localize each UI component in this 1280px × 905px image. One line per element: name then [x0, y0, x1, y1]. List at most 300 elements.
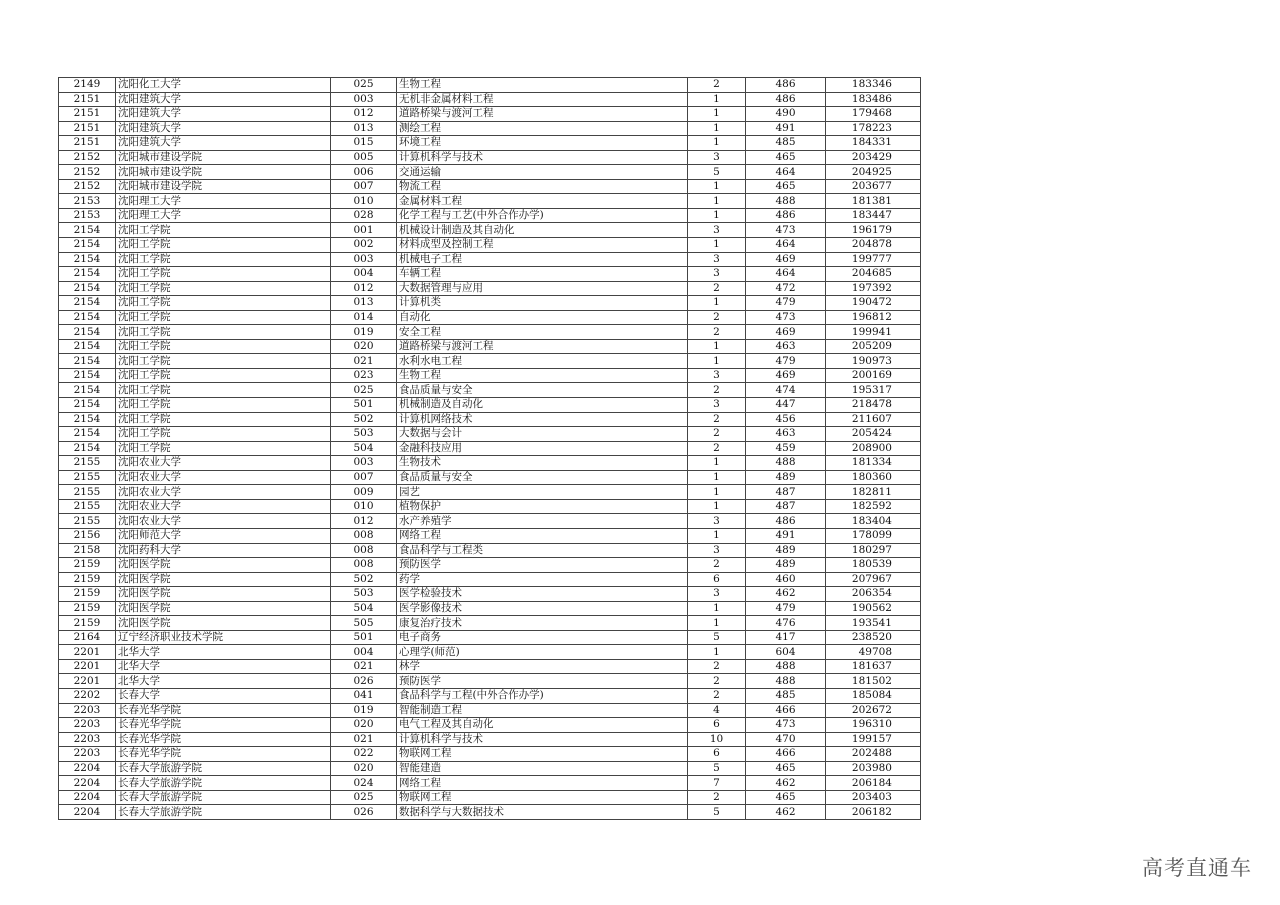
table-row [59, 601, 921, 616]
school-name-cell: 沈阳城市建设学院 [116, 179, 331, 194]
school-name-cell: 北华大学 [116, 659, 331, 674]
table-row [59, 587, 921, 602]
major-code-cell: 004 [331, 267, 397, 282]
plan-count-cell: 1 [688, 92, 746, 107]
school-code-cell: 2203 [59, 732, 116, 747]
min-score-cell: 472 [746, 281, 826, 296]
major-name-cell: 机械设计制造及其自动化 [397, 223, 688, 238]
major-name-cell: 车辆工程 [397, 267, 688, 282]
school-code-cell: 2154 [59, 339, 116, 354]
min-rank-cell: 203677 [826, 179, 921, 194]
table-row [59, 456, 921, 471]
major-code-cell: 010 [331, 194, 397, 209]
table-row [59, 805, 921, 820]
school-name-cell: 沈阳医学院 [116, 558, 331, 573]
plan-count-cell: 5 [688, 165, 746, 180]
min-rank-cell: 203403 [826, 790, 921, 805]
plan-count-cell: 3 [688, 368, 746, 383]
min-rank-cell: 183486 [826, 92, 921, 107]
school-name-cell: 长春大学 [116, 688, 331, 703]
min-rank-cell: 202672 [826, 703, 921, 718]
plan-count-cell: 1 [688, 121, 746, 136]
major-name-cell: 水产养殖学 [397, 514, 688, 529]
school-name-cell: 沈阳工学院 [116, 354, 331, 369]
plan-count-cell: 1 [688, 470, 746, 485]
major-name-cell: 智能制造工程 [397, 703, 688, 718]
major-code-cell: 008 [331, 543, 397, 558]
school-code-cell: 2203 [59, 747, 116, 762]
major-code-cell: 024 [331, 776, 397, 791]
major-code-cell: 501 [331, 398, 397, 413]
plan-count-cell: 2 [688, 558, 746, 573]
major-name-cell: 交通运输 [397, 165, 688, 180]
plan-count-cell: 3 [688, 514, 746, 529]
major-name-cell: 食品质量与安全 [397, 470, 688, 485]
table-row [59, 718, 921, 733]
plan-count-cell: 5 [688, 805, 746, 820]
min-rank-cell: 190472 [826, 296, 921, 311]
school-name-cell: 沈阳医学院 [116, 587, 331, 602]
major-name-cell: 药学 [397, 572, 688, 587]
school-code-cell: 2159 [59, 572, 116, 587]
plan-count-cell: 5 [688, 630, 746, 645]
major-name-cell: 机械电子工程 [397, 252, 688, 267]
major-code-cell: 021 [331, 354, 397, 369]
school-name-cell: 沈阳建筑大学 [116, 92, 331, 107]
major-code-cell: 026 [331, 674, 397, 689]
school-code-cell: 2155 [59, 470, 116, 485]
school-name-cell: 沈阳农业大学 [116, 470, 331, 485]
min-rank-cell: 238520 [826, 630, 921, 645]
major-code-cell: 006 [331, 165, 397, 180]
min-score-cell: 470 [746, 732, 826, 747]
min-score-cell: 469 [746, 368, 826, 383]
major-name-cell: 网络工程 [397, 528, 688, 543]
major-code-cell: 003 [331, 456, 397, 471]
major-code-cell: 013 [331, 121, 397, 136]
school-name-cell: 沈阳工学院 [116, 441, 331, 456]
plan-count-cell: 3 [688, 398, 746, 413]
major-code-cell: 020 [331, 718, 397, 733]
min-rank-cell: 190562 [826, 601, 921, 616]
school-name-cell: 沈阳理工大学 [116, 194, 331, 209]
plan-count-cell: 3 [688, 587, 746, 602]
major-code-cell: 026 [331, 805, 397, 820]
plan-count-cell: 3 [688, 223, 746, 238]
major-name-cell: 心理学(师范) [397, 645, 688, 660]
major-name-cell: 康复治疗技术 [397, 616, 688, 631]
major-name-cell: 计算机类 [397, 296, 688, 311]
major-name-cell: 园艺 [397, 485, 688, 500]
major-name-cell: 机械制造及自动化 [397, 398, 688, 413]
min-rank-cell: 203980 [826, 761, 921, 776]
school-code-cell: 2155 [59, 456, 116, 471]
table-row [59, 179, 921, 194]
min-rank-cell: 196310 [826, 718, 921, 733]
table-row [59, 281, 921, 296]
major-name-cell: 材料成型及控制工程 [397, 238, 688, 253]
school-code-cell: 2155 [59, 499, 116, 514]
table-row [59, 441, 921, 456]
school-code-cell: 2164 [59, 630, 116, 645]
min-rank-cell: 179468 [826, 107, 921, 122]
min-score-cell: 487 [746, 499, 826, 514]
school-name-cell: 沈阳工学院 [116, 398, 331, 413]
admission-table [58, 77, 921, 820]
school-name-cell: 沈阳医学院 [116, 601, 331, 616]
major-code-cell: 009 [331, 485, 397, 500]
school-name-cell: 沈阳工学院 [116, 296, 331, 311]
min-rank-cell: 49708 [826, 645, 921, 660]
school-code-cell: 2201 [59, 659, 116, 674]
min-rank-cell: 181334 [826, 456, 921, 471]
table-row [59, 92, 921, 107]
major-code-cell: 008 [331, 528, 397, 543]
table-row [59, 485, 921, 500]
table-row [59, 121, 921, 136]
major-code-cell: 010 [331, 499, 397, 514]
min-rank-cell: 180360 [826, 470, 921, 485]
major-name-cell: 道路桥梁与渡河工程 [397, 107, 688, 122]
min-score-cell: 491 [746, 528, 826, 543]
min-score-cell: 488 [746, 659, 826, 674]
school-name-cell: 沈阳农业大学 [116, 499, 331, 514]
school-code-cell: 2203 [59, 718, 116, 733]
school-name-cell: 长春大学旅游学院 [116, 776, 331, 791]
school-name-cell: 沈阳工学院 [116, 223, 331, 238]
major-name-cell: 自动化 [397, 310, 688, 325]
plan-count-cell: 1 [688, 136, 746, 151]
min-rank-cell: 180297 [826, 543, 921, 558]
school-name-cell: 沈阳工学院 [116, 427, 331, 442]
major-code-cell: 012 [331, 514, 397, 529]
major-name-cell: 环境工程 [397, 136, 688, 151]
major-name-cell: 物流工程 [397, 179, 688, 194]
plan-count-cell: 3 [688, 543, 746, 558]
major-code-cell: 005 [331, 150, 397, 165]
table-row [59, 223, 921, 238]
table-row [59, 776, 921, 791]
major-code-cell: 502 [331, 412, 397, 427]
school-name-cell: 辽宁经济职业技术学院 [116, 630, 331, 645]
plan-count-cell: 2 [688, 325, 746, 340]
school-name-cell: 沈阳工学院 [116, 267, 331, 282]
table-row [59, 398, 921, 413]
min-score-cell: 479 [746, 601, 826, 616]
major-name-cell: 植物保护 [397, 499, 688, 514]
school-code-cell: 2154 [59, 354, 116, 369]
table-row [59, 688, 921, 703]
major-code-cell: 025 [331, 790, 397, 805]
school-name-cell: 长春大学旅游学院 [116, 790, 331, 805]
min-rank-cell: 199157 [826, 732, 921, 747]
plan-count-cell: 1 [688, 107, 746, 122]
min-score-cell: 486 [746, 514, 826, 529]
school-name-cell: 沈阳建筑大学 [116, 136, 331, 151]
min-score-cell: 479 [746, 296, 826, 311]
table-row [59, 310, 921, 325]
plan-count-cell: 1 [688, 456, 746, 471]
table-row [59, 383, 921, 398]
plan-count-cell: 7 [688, 776, 746, 791]
table-row [59, 194, 921, 209]
major-name-cell: 金融科技应用 [397, 441, 688, 456]
plan-count-cell: 1 [688, 238, 746, 253]
major-code-cell: 004 [331, 645, 397, 660]
min-score-cell: 486 [746, 92, 826, 107]
school-name-cell: 长春光华学院 [116, 703, 331, 718]
major-name-cell: 化学工程与工艺(中外合作办学) [397, 208, 688, 223]
major-code-cell: 504 [331, 441, 397, 456]
table-row [59, 136, 921, 151]
school-code-cell: 2154 [59, 398, 116, 413]
school-name-cell: 沈阳城市建设学院 [116, 150, 331, 165]
school-name-cell: 长春大学旅游学院 [116, 805, 331, 820]
major-name-cell: 金属材料工程 [397, 194, 688, 209]
plan-count-cell: 2 [688, 281, 746, 296]
school-code-cell: 2154 [59, 383, 116, 398]
min-score-cell: 486 [746, 208, 826, 223]
min-score-cell: 473 [746, 718, 826, 733]
major-code-cell: 023 [331, 368, 397, 383]
major-code-cell: 504 [331, 601, 397, 616]
table-row [59, 572, 921, 587]
school-name-cell: 沈阳工学院 [116, 339, 331, 354]
min-rank-cell: 185084 [826, 688, 921, 703]
school-code-cell: 2154 [59, 267, 116, 282]
min-rank-cell: 205209 [826, 339, 921, 354]
major-code-cell: 008 [331, 558, 397, 573]
major-code-cell: 503 [331, 427, 397, 442]
min-rank-cell: 204878 [826, 238, 921, 253]
table-row [59, 499, 921, 514]
table-row [59, 150, 921, 165]
min-rank-cell: 206182 [826, 805, 921, 820]
min-score-cell: 464 [746, 267, 826, 282]
school-name-cell: 长春光华学院 [116, 718, 331, 733]
plan-count-cell: 1 [688, 296, 746, 311]
table-row [59, 514, 921, 529]
plan-count-cell: 2 [688, 659, 746, 674]
table-row [59, 703, 921, 718]
school-name-cell: 沈阳工学院 [116, 238, 331, 253]
school-name-cell: 沈阳医学院 [116, 572, 331, 587]
school-code-cell: 2159 [59, 558, 116, 573]
major-name-cell: 计算机科学与技术 [397, 150, 688, 165]
table-row [59, 339, 921, 354]
min-score-cell: 488 [746, 674, 826, 689]
major-name-cell: 林学 [397, 659, 688, 674]
school-code-cell: 2201 [59, 674, 116, 689]
school-name-cell: 沈阳工学院 [116, 383, 331, 398]
plan-count-cell: 1 [688, 645, 746, 660]
school-name-cell: 沈阳建筑大学 [116, 121, 331, 136]
major-code-cell: 013 [331, 296, 397, 311]
major-code-cell: 003 [331, 252, 397, 267]
table-row [59, 208, 921, 223]
min-score-cell: 464 [746, 165, 826, 180]
school-name-cell: 北华大学 [116, 674, 331, 689]
min-rank-cell: 182592 [826, 499, 921, 514]
major-name-cell: 道路桥梁与渡河工程 [397, 339, 688, 354]
major-name-cell: 食品科学与工程(中外合作办学) [397, 688, 688, 703]
major-code-cell: 003 [331, 92, 397, 107]
school-code-cell: 2149 [59, 78, 116, 93]
min-score-cell: 466 [746, 747, 826, 762]
plan-count-cell: 10 [688, 732, 746, 747]
min-rank-cell: 200169 [826, 368, 921, 383]
min-rank-cell: 190973 [826, 354, 921, 369]
school-code-cell: 2154 [59, 441, 116, 456]
min-score-cell: 465 [746, 761, 826, 776]
major-code-cell: 503 [331, 587, 397, 602]
school-name-cell: 沈阳化工大学 [116, 78, 331, 93]
school-name-cell: 沈阳药科大学 [116, 543, 331, 558]
school-name-cell: 沈阳工学院 [116, 281, 331, 296]
min-rank-cell: 202488 [826, 747, 921, 762]
major-name-cell: 食品质量与安全 [397, 383, 688, 398]
min-score-cell: 490 [746, 107, 826, 122]
plan-count-cell: 1 [688, 339, 746, 354]
school-code-cell: 2204 [59, 790, 116, 805]
min-rank-cell: 178223 [826, 121, 921, 136]
plan-count-cell: 1 [688, 194, 746, 209]
table-row [59, 325, 921, 340]
major-name-cell: 智能建造 [397, 761, 688, 776]
min-score-cell: 485 [746, 136, 826, 151]
table-row [59, 790, 921, 805]
table-row [59, 238, 921, 253]
school-name-cell: 沈阳城市建设学院 [116, 165, 331, 180]
plan-count-cell: 2 [688, 674, 746, 689]
min-rank-cell: 195317 [826, 383, 921, 398]
min-rank-cell: 181381 [826, 194, 921, 209]
min-rank-cell: 206354 [826, 587, 921, 602]
min-score-cell: 469 [746, 325, 826, 340]
major-name-cell: 安全工程 [397, 325, 688, 340]
min-rank-cell: 196812 [826, 310, 921, 325]
school-code-cell: 2158 [59, 543, 116, 558]
min-score-cell: 466 [746, 703, 826, 718]
table-row [59, 543, 921, 558]
table-row [59, 659, 921, 674]
table-row [59, 630, 921, 645]
school-code-cell: 2201 [59, 645, 116, 660]
major-code-cell: 505 [331, 616, 397, 631]
watermark-text: 高考直通车 [1142, 856, 1252, 880]
plan-count-cell: 1 [688, 485, 746, 500]
school-code-cell: 2156 [59, 528, 116, 543]
school-code-cell: 2159 [59, 616, 116, 631]
school-code-cell: 2154 [59, 281, 116, 296]
school-code-cell: 2154 [59, 427, 116, 442]
table-row [59, 78, 921, 93]
min-score-cell: 462 [746, 776, 826, 791]
min-rank-cell: 203429 [826, 150, 921, 165]
plan-count-cell: 3 [688, 150, 746, 165]
min-rank-cell: 208900 [826, 441, 921, 456]
table-row [59, 252, 921, 267]
major-code-cell: 502 [331, 572, 397, 587]
school-code-cell: 2202 [59, 688, 116, 703]
school-code-cell: 2152 [59, 165, 116, 180]
min-rank-cell: 204685 [826, 267, 921, 282]
major-code-cell: 025 [331, 383, 397, 398]
table-row [59, 528, 921, 543]
min-score-cell: 486 [746, 78, 826, 93]
table-row [59, 412, 921, 427]
min-score-cell: 489 [746, 558, 826, 573]
table-row [59, 470, 921, 485]
school-code-cell: 2159 [59, 587, 116, 602]
school-name-cell: 长春光华学院 [116, 747, 331, 762]
plan-count-cell: 2 [688, 310, 746, 325]
school-code-cell: 2155 [59, 514, 116, 529]
major-name-cell: 物联网工程 [397, 747, 688, 762]
table-row [59, 761, 921, 776]
table-row [59, 296, 921, 311]
major-code-cell: 007 [331, 470, 397, 485]
school-name-cell: 沈阳工学院 [116, 368, 331, 383]
major-name-cell: 大数据与会计 [397, 427, 688, 442]
table-row [59, 616, 921, 631]
plan-count-cell: 3 [688, 267, 746, 282]
min-score-cell: 456 [746, 412, 826, 427]
school-name-cell: 沈阳建筑大学 [116, 107, 331, 122]
plan-count-cell: 1 [688, 601, 746, 616]
min-rank-cell: 193541 [826, 616, 921, 631]
min-rank-cell: 184331 [826, 136, 921, 151]
major-name-cell: 计算机网络技术 [397, 412, 688, 427]
min-rank-cell: 183346 [826, 78, 921, 93]
school-code-cell: 2152 [59, 179, 116, 194]
min-score-cell: 459 [746, 441, 826, 456]
school-code-cell: 2151 [59, 107, 116, 122]
school-code-cell: 2153 [59, 208, 116, 223]
major-code-cell: 019 [331, 703, 397, 718]
min-score-cell: 488 [746, 194, 826, 209]
school-name-cell: 沈阳理工大学 [116, 208, 331, 223]
table-row [59, 674, 921, 689]
major-code-cell: 020 [331, 339, 397, 354]
major-name-cell: 医学检验技术 [397, 587, 688, 602]
major-name-cell: 预防医学 [397, 558, 688, 573]
major-name-cell: 食品科学与工程类 [397, 543, 688, 558]
school-code-cell: 2204 [59, 776, 116, 791]
plan-count-cell: 2 [688, 441, 746, 456]
min-score-cell: 463 [746, 339, 826, 354]
min-rank-cell: 205424 [826, 427, 921, 442]
table-row [59, 165, 921, 180]
major-code-cell: 019 [331, 325, 397, 340]
major-code-cell: 007 [331, 179, 397, 194]
school-name-cell: 沈阳工学院 [116, 310, 331, 325]
plan-count-cell: 1 [688, 499, 746, 514]
plan-count-cell: 2 [688, 427, 746, 442]
plan-count-cell: 2 [688, 688, 746, 703]
plan-count-cell: 2 [688, 383, 746, 398]
school-code-cell: 2154 [59, 296, 116, 311]
plan-count-cell: 1 [688, 208, 746, 223]
table-row [59, 732, 921, 747]
min-rank-cell: 207967 [826, 572, 921, 587]
major-code-cell: 012 [331, 107, 397, 122]
major-code-cell: 020 [331, 761, 397, 776]
min-score-cell: 604 [746, 645, 826, 660]
school-name-cell: 沈阳工学院 [116, 412, 331, 427]
table-row [59, 368, 921, 383]
table-row [59, 354, 921, 369]
